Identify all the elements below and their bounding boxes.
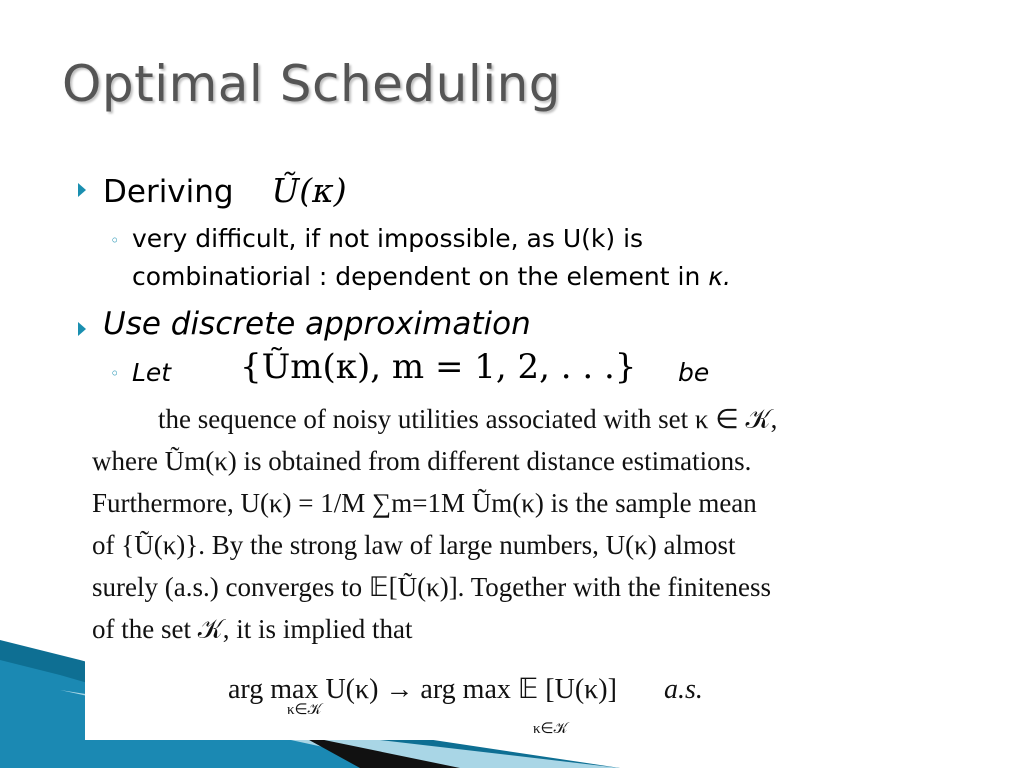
- sub-let: Let: [132, 358, 172, 387]
- para-line: the sequence of noisy utilities associated with set κ ∈ 𝒦,: [158, 404, 778, 434]
- slide-title: Optimal Scheduling: [62, 55, 562, 113]
- para-line: surely (a.s.) converges to 𝔼[Ũ(κ)]. Together with the finiteness: [92, 572, 771, 602]
- bullet-arrow-icon: [78, 183, 86, 197]
- bullet-arrow-icon: [78, 322, 86, 336]
- equation-suffix: a.s.: [663, 674, 703, 705]
- bullet-discrete: Use discrete approximation: [103, 306, 531, 342]
- math-paragraph: [92, 398, 952, 650]
- equation-subscript: κ∈𝒦: [533, 721, 568, 737]
- bullet-deriving: [103, 171, 347, 210]
- bullet-math: Ũ(κ): [271, 171, 347, 210]
- equation-subscript: κ∈𝒦: [287, 702, 322, 718]
- equation-main: arg max U(κ) → arg max 𝔼 [U(κ)]: [228, 674, 617, 705]
- para-line: where Ũm(κ) is obtained from different distance estimations.: [92, 446, 752, 476]
- sub-bullet-marker-icon: ◦: [110, 231, 120, 250]
- para-line: of the set 𝒦, it is implied that: [92, 614, 413, 644]
- sub-line-2: [132, 258, 731, 296]
- bullet-text: Deriving: [103, 174, 234, 210]
- sub-line-2-kappa: κ.: [708, 262, 731, 291]
- para-line: of {Ũ(κ)}. By the strong law of large numbers, U(κ) almost: [92, 530, 736, 560]
- sub-line-2-text: combinatiorial : dependent on the element in: [132, 262, 701, 291]
- sub-line-1: very difficult, if not impossible, as U(k) is: [132, 224, 644, 253]
- sub-bullet-marker-icon: ◦: [110, 364, 120, 383]
- sub-bullet-text: [132, 220, 731, 296]
- sub-be: be: [678, 358, 710, 387]
- sub-let-math: {Ũm(κ), m = 1, 2, . . .}: [240, 347, 637, 387]
- para-line: Furthermore, U(κ) = 1/M ∑m=1M Ũm(κ) is the sample mean: [92, 488, 757, 518]
